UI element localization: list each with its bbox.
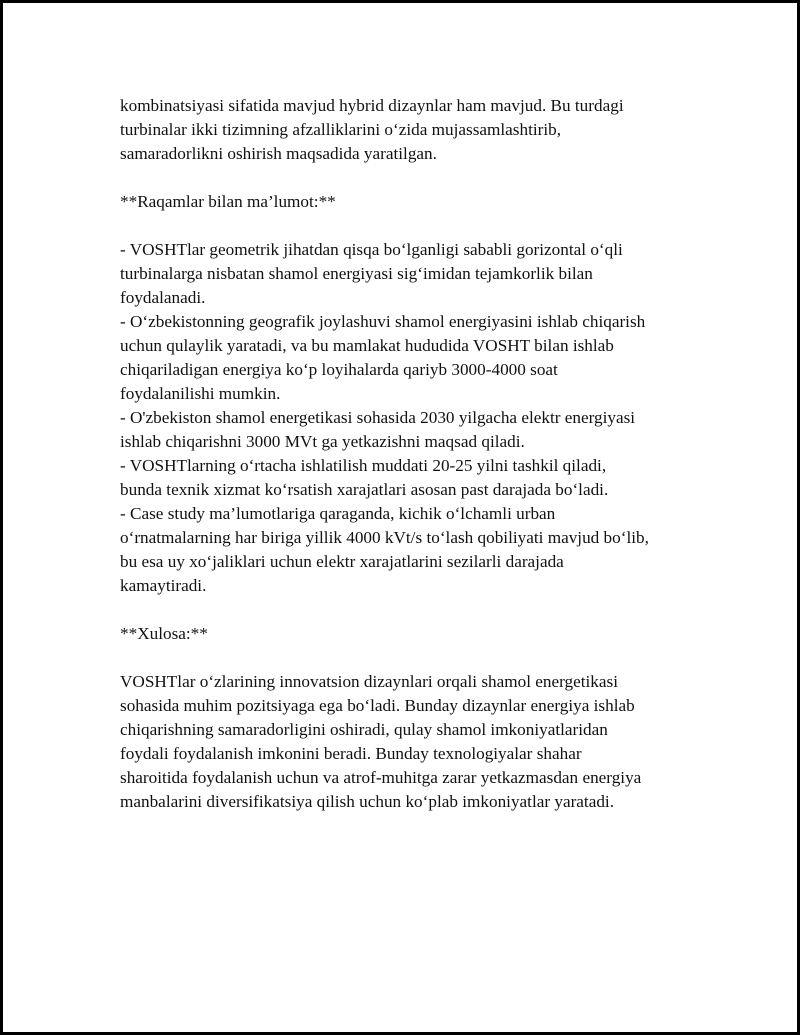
paragraph-gap: [120, 646, 700, 670]
text-line: sohasida muhim pozitsiyaga ega bo‘ladi. Bunday dizaynlar energiya ishlab: [120, 696, 635, 715]
text-line: samaradorlikni oshirish maqsadida yaratilgan.: [120, 144, 437, 163]
text-line: kombinatsiyasi sifatida mavjud hybrid dizaynlar ham mavjud. Bu turdagi: [120, 96, 624, 115]
text-line: ishlab chiqarishni 3000 MVt ga yetkazishni maqsad qiladi.: [120, 432, 525, 451]
conclusion-paragraph: [120, 670, 700, 814]
text-line: o‘rnatmalarning har biriga yillik 4000 kVt/s to‘lash qobiliyati mavjud bo‘lib,: [120, 528, 649, 547]
heading-text: **Xulosa:**: [120, 624, 208, 643]
text-line: foydalanilishi mumkin.: [120, 384, 281, 403]
text-line: chiqariladigan energiya ko‘p loyihalarda qariyb 3000-4000 soat: [120, 360, 558, 379]
paragraph-gap: [120, 598, 700, 622]
numbers-heading: [120, 190, 700, 214]
text-line: bunda texnik xizmat ko‘rsatish xarajatlari asosan past darajada bo‘ladi.: [120, 480, 609, 499]
text-line: sharoitida foydalanish uchun va atrof-muhitga zarar yetkazmasdan energiya: [120, 768, 642, 787]
text-line: - VOSHTlarning o‘rtacha ishlatilish muddati 20-25 yilni tashkil qiladi,: [120, 456, 607, 475]
text-line: - Case study ma’lumotlariga qaraganda, kichik o‘lchamli urban: [120, 504, 556, 523]
bullet-list: [120, 238, 700, 598]
text-line: turbinalar ikki tizimning afzalliklarini o‘zida mujassamlashtirib,: [120, 120, 562, 139]
text-line: manbalarini diversifikatsiya qilish uchun ko‘plab imkoniyatlar yaratadi.: [120, 792, 615, 811]
text-line: - VOSHTlar geometrik jihatdan qisqa bo‘lganligi sababli gorizontal o‘qli: [120, 240, 623, 259]
document-body: [120, 94, 700, 814]
text-line: foydali foydalanish imkonini beradi. Bunday texnologiyalar shahar: [120, 744, 582, 763]
paragraph-gap: [120, 214, 700, 238]
text-line: turbinalarga nisbatan shamol energiyasi sig‘imidan tejamkorlik bilan: [120, 264, 593, 283]
text-line: - O'zbekiston shamol energetikasi sohasida 2030 yilgacha elektr energiyasi: [120, 408, 636, 427]
text-line: bu esa uy xo‘jaliklari uchun elektr xarajatlarini sezilarli darajada: [120, 552, 564, 571]
paragraph-gap: [120, 166, 700, 190]
text-line: foydalanadi.: [120, 288, 206, 307]
intro-paragraph: [120, 94, 700, 166]
heading-text: **Raqamlar bilan ma’lumot:**: [120, 192, 336, 211]
text-line: kamaytiradi.: [120, 576, 207, 595]
text-line: VOSHTlar o‘zlarining innovatsion dizaynlari orqali shamol energetikasi: [120, 672, 618, 691]
text-line: uchun qulaylik yaratadi, va bu mamlakat hududida VOSHT bilan ishlab: [120, 336, 614, 355]
text-line: chiqarishning samaradorligini oshiradi, qulay shamol imkoniyatlaridan: [120, 720, 608, 739]
conclusion-heading: [120, 622, 700, 646]
text-line: - O‘zbekistonning geografik joylashuvi shamol energiyasini ishlab chiqarish: [120, 312, 646, 331]
